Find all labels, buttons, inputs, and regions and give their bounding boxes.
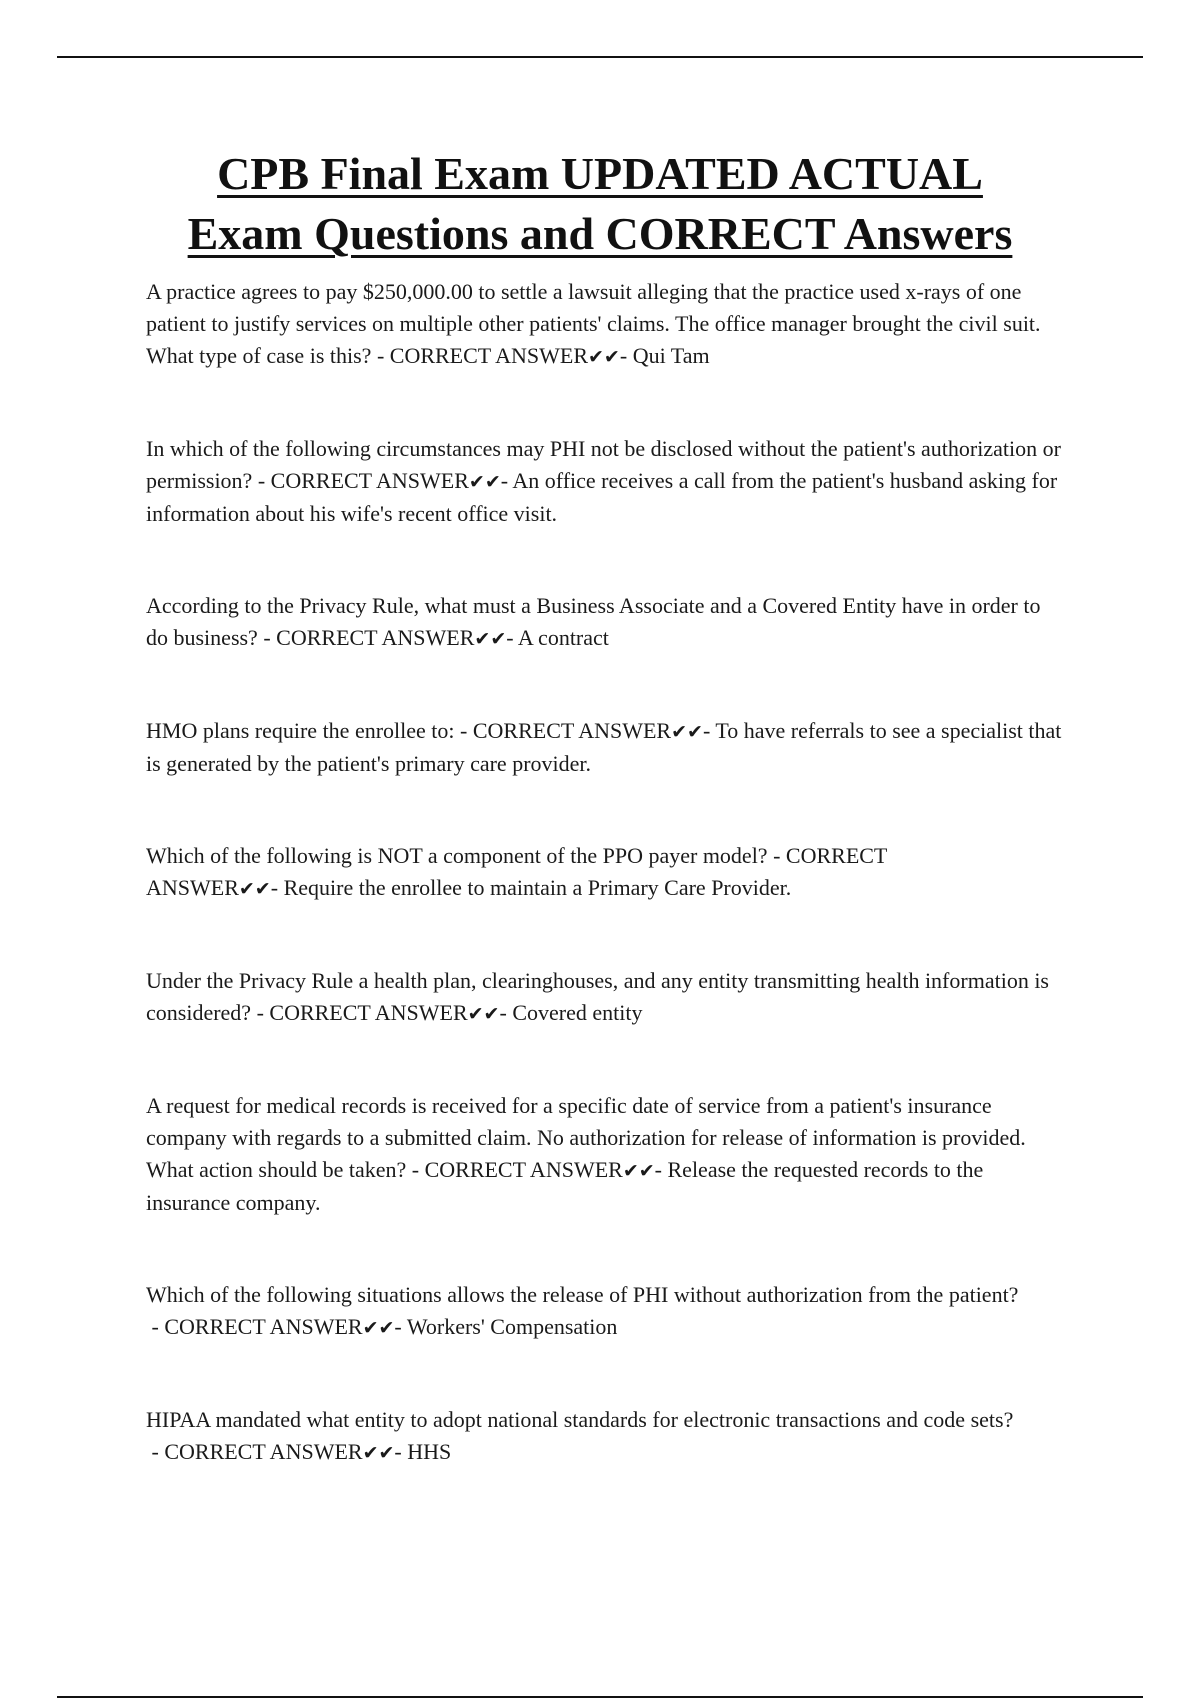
answer-text: To have referrals to see a specialist that is generated by the patient's primary care provider. [146, 718, 1062, 776]
answer-text: An office receives a call from the patient's husband asking for information about his wife's recent office visit. [146, 468, 1058, 526]
title-line-1: CPB Final Exam UPDATED ACTUAL [217, 148, 983, 199]
answer-text: Require the enrollee to maintain a Primary Care Provider. [283, 875, 792, 900]
answer-marker: CORRECT ANSWER [164, 1439, 363, 1464]
qa-item: HMO plans require the enrollee to: - CORRECT ANSWER✔✔- To have referrals to see a specialist that is generated by the patient's primary care provider. [146, 718, 1062, 776]
qa-list [146, 276, 1066, 1529]
question-text: According to the Privacy Rule, what must a Business Associate and a Covered Entity have in order to do business? [146, 593, 1041, 650]
check-marks-icon: ✔✔ [474, 628, 507, 650]
qa-item: A practice agrees to pay $250,000.00 to settle a lawsuit alleging that the practice used x-rays of one patient to justify services on multiple other patients' claims. The office manager brought the civil suit. What type of case is this? - CORRECT ANSWER✔✔- Qui Tam [146, 279, 1041, 368]
answer-marker: CORRECT ANSWER [389, 343, 589, 368]
check-marks-icon: ✔✔ [362, 1442, 395, 1464]
answer-marker: CORRECT ANSWER [472, 718, 672, 743]
question-text: Which of the following situations allows the release of PHI without authorization from the patient? [146, 1282, 1019, 1307]
question-text: A request for medical records is received for a specific date of service from a patient's insurance company with regards to a submitted claim. No authorization for release of information is provided. What action should be taken? [146, 1093, 1026, 1182]
qa-item: According to the Privacy Rule, what must a Business Associate and a Covered Entity have in order to do business? - CORRECT ANSWER✔✔- A contract [146, 593, 1041, 650]
top-rule [57, 56, 1143, 58]
check-marks-icon: ✔✔ [238, 878, 271, 900]
answer-text: Qui Tam [632, 343, 710, 368]
check-marks-icon: ✔✔ [362, 1317, 395, 1339]
answer-marker: CORRECT ANSWER [269, 1000, 468, 1025]
answer-marker: CORRECT ANSWER [424, 1157, 623, 1182]
answer-text: Release the requested records to the insurance company. [146, 1157, 984, 1215]
answer-text: Covered entity [512, 1000, 643, 1025]
document-title [60, 144, 1140, 264]
answer-text: Workers' Compensation [406, 1314, 618, 1339]
check-marks-icon: ✔✔ [671, 721, 703, 743]
answer-text: HHS [407, 1439, 452, 1464]
qa-item: Which of the following situations allows the release of PHI without authorization from the patient? - CORRECT ANSWER✔✔- Workers' Compensation [146, 1282, 1019, 1339]
check-marks-icon: ✔✔ [467, 1003, 500, 1025]
check-marks-icon: ✔✔ [588, 346, 620, 368]
question-text: HMO plans require the enrollee to: [146, 718, 455, 743]
question-text: Under the Privacy Rule a health plan, clearinghouses, and any entity transmitting health information is considered? [146, 968, 1049, 1025]
question-text: A practice agrees to pay $250,000.00 to settle a lawsuit alleging that the practice used x-rays of one patient to justify services on multiple other patients' claims. The office manager brought the civil suit. What type of case is this? [146, 279, 1041, 368]
question-text: In which of the following circumstances may PHI not be disclosed without the patient's authorization or permission? [146, 436, 1061, 493]
qa-item: Under the Privacy Rule a health plan, clearinghouses, and any entity transmitting health information is considered? - CORRECT ANSWER✔✔- Covered entity [146, 968, 1049, 1025]
qa-item: Which of the following is NOT a component of the PPO payer model? - CORRECT ANSWER✔✔- Require the enrollee to maintain a Primary Care Provider. [146, 843, 887, 900]
qa-item: HIPAA mandated what entity to adopt national standards for electronic transactions and code sets? - CORRECT ANSWER✔✔- HHS [146, 1407, 1014, 1464]
check-marks-icon: ✔✔ [468, 471, 501, 493]
bottom-rule [57, 1696, 1143, 1698]
title-line-2: Exam Questions and CORRECT Answers [187, 208, 1013, 259]
question-text: HIPAA mandated what entity to adopt national standards for electronic transactions and code sets? [146, 1407, 1014, 1432]
answer-marker: CORRECT ANSWER [270, 468, 469, 493]
qa-item: In which of the following circumstances may PHI not be disclosed without the patient's authorization or permission? - CORRECT ANSWER✔✔- An office receives a call from the patient's husband asking for information about his wife's recent office visit. [146, 436, 1061, 526]
answer-text: A contract [517, 625, 609, 650]
answer-marker: CORRECT ANSWER [276, 625, 475, 650]
check-marks-icon: ✔✔ [622, 1160, 655, 1182]
qa-item: A request for medical records is received for a specific date of service from a patient's insurance company with regards to a submitted claim. No authorization for release of information is provided. What action should be taken? - CORRECT ANSWER✔✔- Release the requested records to the insurance company. [146, 1093, 1026, 1215]
answer-marker: CORRECT ANSWER [146, 843, 887, 900]
question-text: Which of the following is NOT a component of the PPO payer model? [146, 843, 768, 868]
answer-marker: CORRECT ANSWER [164, 1314, 363, 1339]
